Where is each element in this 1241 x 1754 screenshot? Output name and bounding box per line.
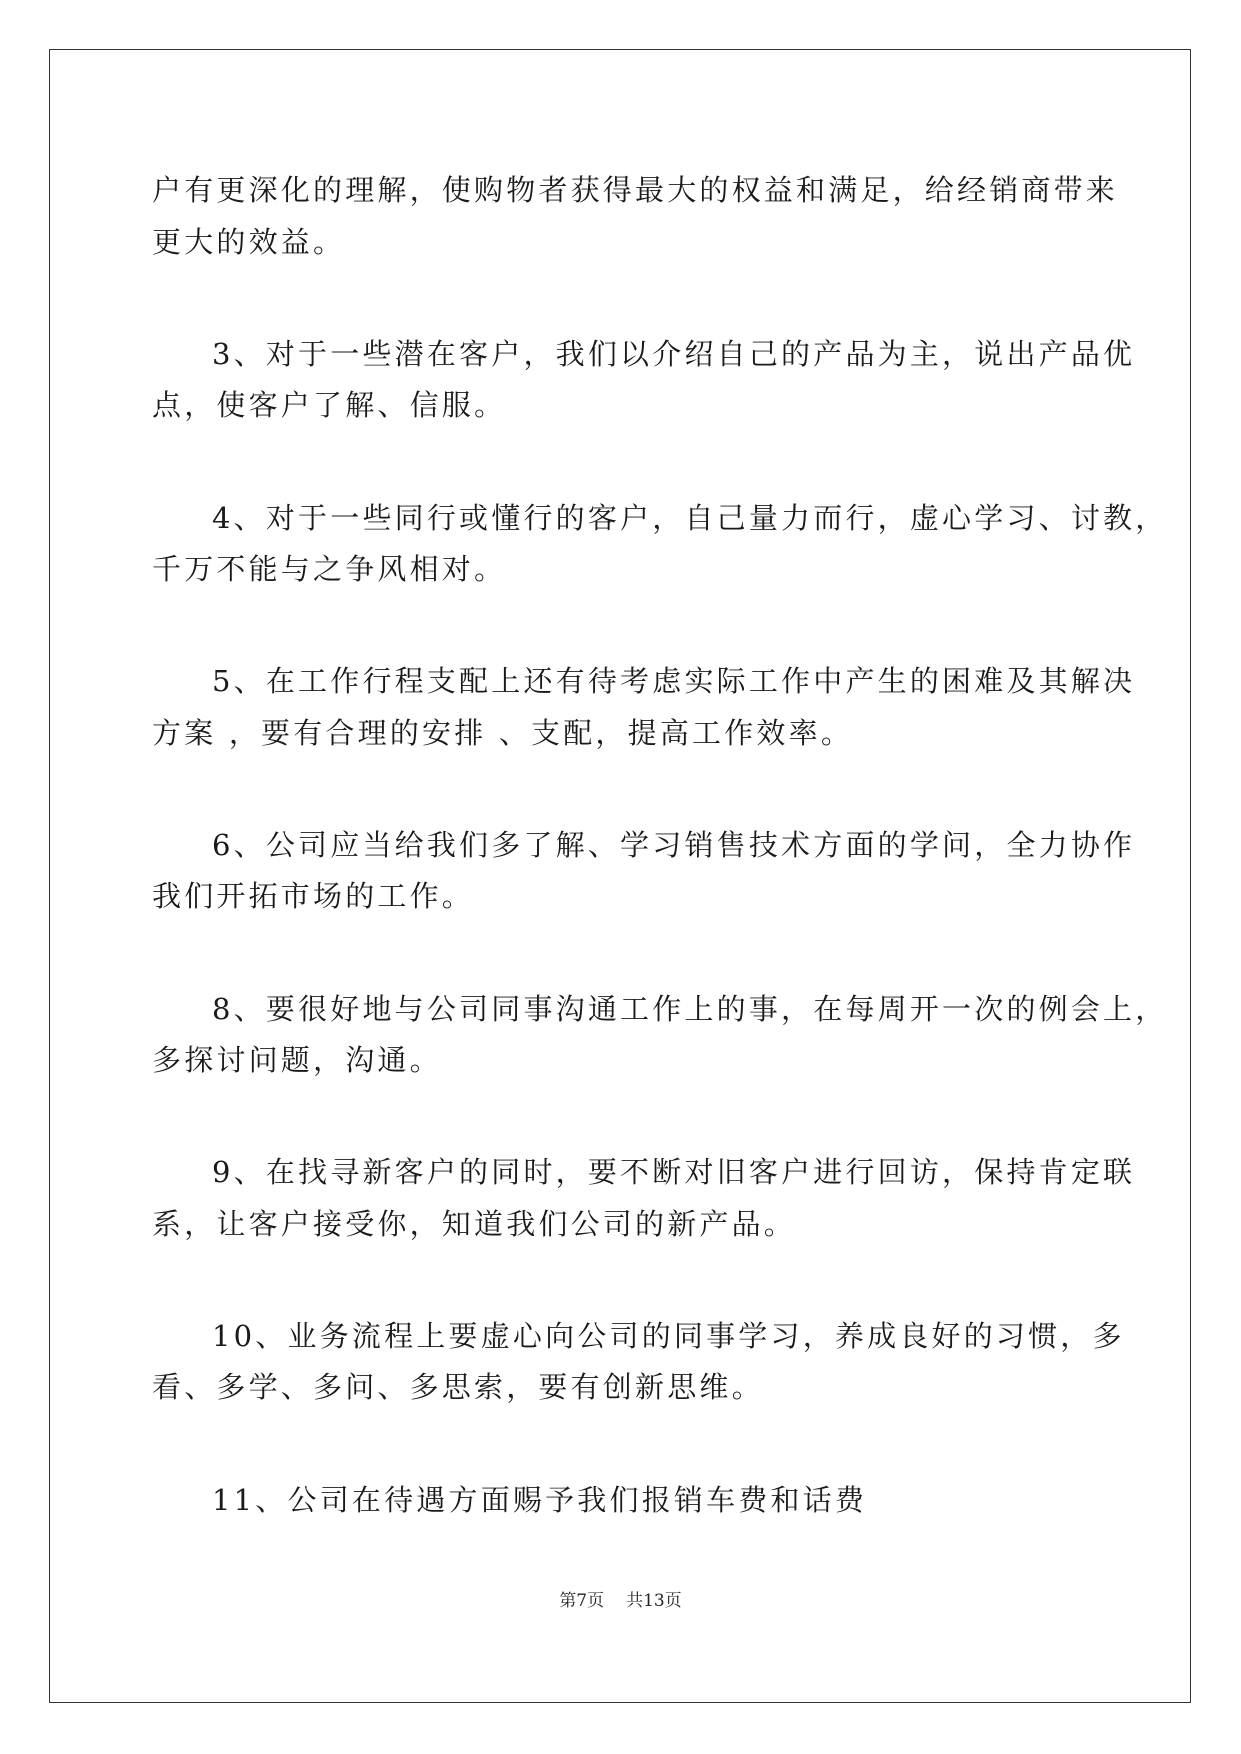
page-number: 第7页: [559, 1591, 605, 1611]
text-line-10: 我们开拓市场的工作。: [152, 879, 475, 913]
text-line-2: 更大的效益。: [152, 225, 346, 259]
text-line-5: 4、对于一些同行或懂行的客户，自己量力而行，虚心学习、讨教，: [212, 501, 1168, 535]
text-line-6: 千万不能与之争风相对。: [152, 552, 507, 586]
text-line-11: 8、要很好地与公司同事沟通工作上的事，在每周开一次的例会上，: [212, 992, 1168, 1026]
text-line-8: 方案 ，要有合理的安排 、支配，提高工作效率。: [152, 716, 854, 750]
text-line-17: 11、公司在待遇方面赐予我们报销车费和话费: [212, 1483, 868, 1517]
text-line-15: 10、业务流程上要虚心向公司的同事学习，养成良好的习惯，多: [212, 1319, 1125, 1353]
text-line-7: 5、在工作行程支配上还有待考虑实际工作中产生的困难及其解决: [212, 664, 1136, 698]
page-footer: [0, 1589, 1241, 1613]
text-line-3: 3、对于一些潜在客户，我们以介绍自己的产品为主，说出产品优: [212, 337, 1136, 371]
text-line-9: 6、公司应当给我们多了解、学习销售技术方面的学问，全力协作: [212, 828, 1136, 862]
text-line-13: 9、在找寻新客户的同时，要不断对旧客户进行回访，保持肯定联: [212, 1155, 1136, 1189]
text-line-4: 点，使客户了解、信服。: [152, 388, 507, 422]
text-line-12: 多探讨问题，沟通。: [152, 1043, 442, 1077]
page-total: 共13页: [626, 1591, 682, 1611]
text-line-1: 户有更深化的理解，使购物者获得最大的权益和满足，给经销商带来: [152, 173, 1119, 207]
text-line-14: 系，让客户接受你，知道我们公司的新产品。: [152, 1207, 797, 1241]
text-line-16: 看、多学、多问、多思索，要有创新思维。: [152, 1370, 764, 1404]
